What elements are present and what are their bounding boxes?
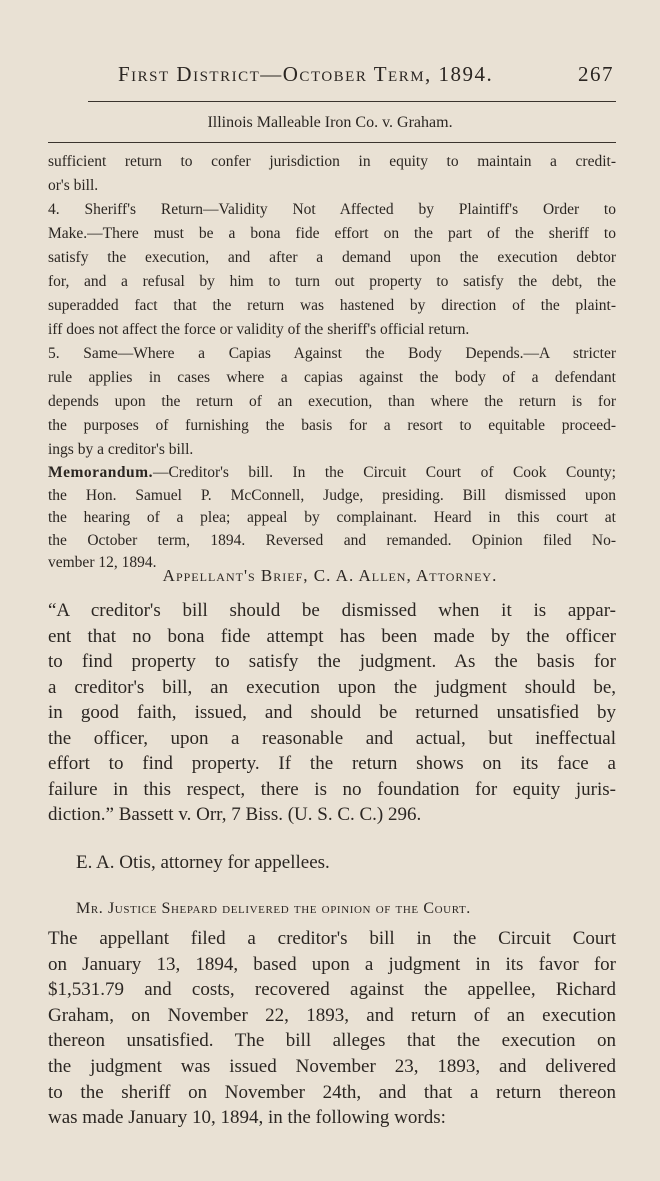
opinion-line: was made January 10, 1894, in the following words: <box>48 1107 446 1129</box>
opinion-text <box>48 926 616 1131</box>
opinion-line: the judgment was issued November 23, 1893, and delivered <box>48 1055 616 1077</box>
memorandum-line: the October term, 1894. Reversed and remanded. Opinion filed No- <box>48 531 616 549</box>
headnote-line: sufficient return to confer jurisdiction in equity to maintain a credit- <box>48 153 616 170</box>
brief-line: to find property to satisfy the judgment. As the basis for <box>48 651 616 672</box>
headnote-line: satisfy the execution, and after a demand upon the execution debtor <box>48 249 616 266</box>
appellee-attorney: E. A. Otis, attorney for appellees. <box>76 852 330 873</box>
case-title: Illinois Malleable Iron Co. v. Graham. <box>207 114 453 131</box>
headnote-line: superadded fact that the return was hastened by direction of the plaint- <box>48 297 616 314</box>
running-title: First District—October Term, 1894. <box>118 62 494 86</box>
memorandum-line: the hearing of a plea; appeal by complainant. Heard in this court at <box>48 509 616 526</box>
header-rule <box>88 101 616 102</box>
headnote-line: ings by a creditor's bill. <box>48 441 194 458</box>
memorandum-line-text: —Creditor's bill. In the Circuit Court of Cook County; <box>152 464 616 481</box>
brief-line: failure in this respect, there is no foundation for equity juris- <box>48 778 616 800</box>
brief-line: the officer, upon a reasonable and actual, but ineffectual <box>48 727 616 749</box>
memorandum-line: vember 12, 1894. <box>48 554 157 571</box>
page-number: 267 <box>578 62 614 86</box>
headnote-line: 5. Same—Where a Capias Against the Body Depends.—A stricter <box>48 345 616 362</box>
opinion-line: thereon unsatisfied. The bill alleges that the execution on <box>48 1030 616 1052</box>
opinion-line: to the sheriff on November 24th, and that a return thereon <box>48 1081 616 1103</box>
brief-line: ent that no bona fide attempt has been made by the officer <box>48 625 616 647</box>
headnote-line: rule applies in cases where a capias against the body of a defendant <box>48 369 616 386</box>
headnote-line: or's bill. <box>48 177 99 194</box>
opinion-line: Graham, on November 22, 1893, and return of an execution <box>48 1004 616 1026</box>
brief-line: in good faith, issued, and should be returned unsatisfied by <box>48 702 616 723</box>
opinion-line: $1,531.79 and costs, recovered against the appellee, Richard <box>48 979 616 1001</box>
memorandum-lead: Memorandum. <box>48 464 153 481</box>
brief-line: “A creditor's bill should be dismissed when it is appar- <box>48 600 616 621</box>
brief-line: a creditor's bill, an execution upon the judgment should be, <box>48 676 616 698</box>
opinion-line: on January 13, 1894, based upon a judgment in its favor for <box>48 953 616 975</box>
appellant-brief <box>48 598 616 828</box>
headnote-line: depends upon the return of an execution, than where the return is for <box>48 393 616 410</box>
headnote-line: 4. Sheriff's Return—Validity Not Affected by Plaintiff's Order to <box>48 201 616 218</box>
opinion-line: The appellant filed a creditor's bill in the Circuit Court <box>48 928 616 949</box>
brief-line: effort to find property. If the return shows on its face a <box>48 753 616 774</box>
headnote-line: iff does not affect the force or validity of the sheriff's official return. <box>48 321 470 338</box>
memorandum <box>48 462 616 575</box>
running-header <box>118 62 618 87</box>
headnotes <box>48 150 616 462</box>
opinion-heading: Mr. Justice Shepard delivered the opinion of the Court. <box>76 900 471 917</box>
case-title-rule <box>48 142 616 143</box>
memorandum-line <box>48 462 616 485</box>
brief-heading: Appellant's Brief, C. A. Allen, Attorney. <box>162 566 498 585</box>
headnote-line: for, and a refusal by him to turn out property to satisfy the debt, the <box>48 273 616 290</box>
headnote-line: Make.—There must be a bona fide effort on the part of the sheriff to <box>48 225 616 242</box>
memorandum-line: the Hon. Samuel P. McConnell, Judge, presiding. Bill dismissed upon <box>48 486 616 504</box>
headnote-line: the purposes of furnishing the basis for a resort to equitable proceed- <box>48 417 616 434</box>
brief-line: diction.” Bassett v. Orr, 7 Biss. (U. S. C. C.) 296. <box>48 804 422 825</box>
